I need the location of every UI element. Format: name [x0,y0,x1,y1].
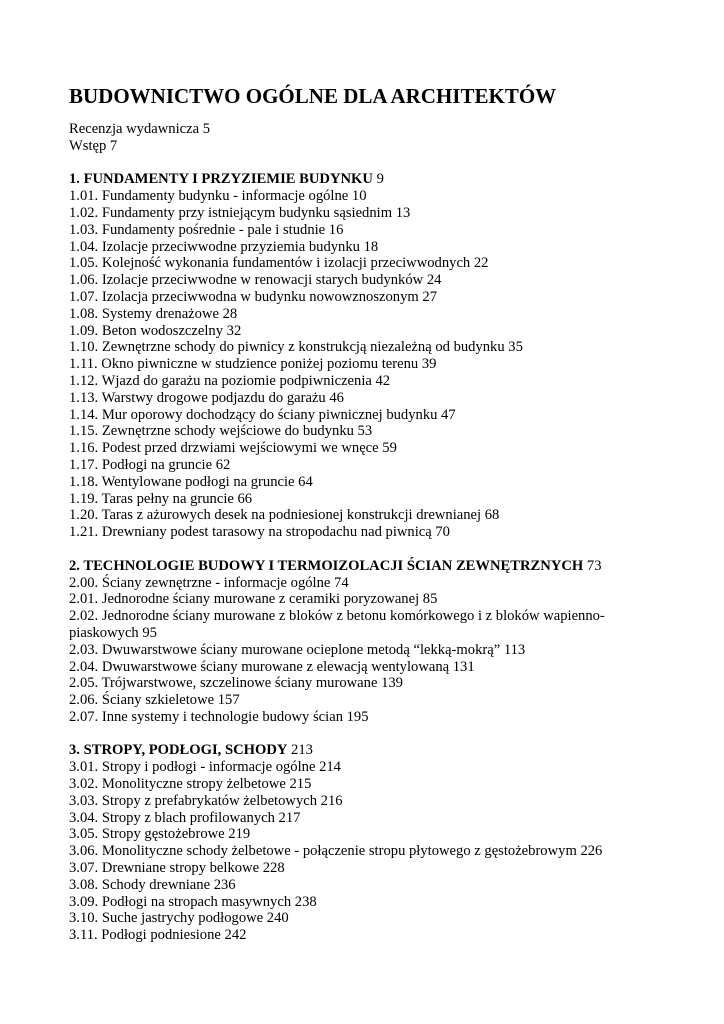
toc-item: 3.05. Stropy gęstożebrowe 219 [69,826,251,843]
toc-item: 2.01. Jednorodne ściany murowane z ceramiki poryzowanej 85 [69,591,438,608]
section-heading [69,171,629,188]
toc-item: 1.06. Izolacje przeciwwodne w renowacji starych budynków 24 [69,272,442,289]
toc-item: 3.10. Suche jastrychy podłogowe 240 [69,910,289,927]
spacer [69,541,629,558]
section-heading-page: 73 [583,557,602,574]
toc-item: 1.04. Izolacje przeciwwodne przyziemia budynku 18 [69,238,379,255]
toc-item: 3.01. Stropy i podłogi - informacje ogólne 214 [69,759,341,776]
section-heading-text: 3. STROPY, PODŁOGI, SCHODY [69,742,288,759]
toc-item: 2.03. Dwuwarstwowe ściany murowane ocieplone metodą “lekką-mokrą” 113 [69,641,526,658]
toc-item: 1.11. Okno piwniczne w studzience poniżej poziomu terenu 39 [69,356,437,373]
toc-item: 3.04. Stropy z blach profilowanych 217 [69,809,301,826]
toc-item: 3.02. Monolityczne stropy żelbetowe 215 [69,776,312,793]
toc-item: 3.08. Schody drewniane 236 [69,876,236,893]
toc-item: 1.20. Taras z ażurowych desek na podniesionej konstrukcji drewnianej 68 [69,507,500,524]
toc-item: 2.05. Trójwarstwowe, szczelinowe ściany murowane 139 [69,675,403,692]
toc-item: 1.07. Izolacja przeciwwodna w budynku nowowznoszonym 27 [69,288,437,305]
toc-item: 1.13. Warstwy drogowe podjazdu do garażu 46 [69,389,344,406]
document-title: BUDOWNICTWO OGÓLNE DLA ARCHITEKTÓW [69,84,557,108]
toc-front-line: Recenzja wydawnicza 5 [69,121,210,137]
toc-item: 3.06. Monolityczne schody żelbetowe - połączenie stropu płytowego z gęstożebrowym 226 [69,843,603,860]
section-heading-text: 2. TECHNOLOGIE BUDOWY I TERMOIZOLACJI ŚCIAN ZEWNĘTRZNYCH [69,557,584,574]
table-of-contents [69,121,629,944]
toc-item: 1.14. Mur oporowy dochodzący do ściany piwnicznej budynku 47 [69,406,456,423]
section-heading-page: 9 [372,171,384,188]
toc-item: 1.19. Taras pełny na gruncie 66 [69,490,253,507]
toc-item: 1.18. Wentylowane podłogi na gruncie 64 [69,473,313,490]
toc-item: 1.05. Kolejność wykonania fundamentów i izolacji przeciwwodnych 22 [69,255,489,272]
toc-item: 1.15. Zewnętrzne schody wejściowe do budynku 53 [69,423,373,440]
toc-item: 2.04. Dwuwarstwowe ściany murowane z elewacją wentylowaną 131 [69,658,475,675]
toc-item: 1.16. Podest przed drzwiami wejściowymi we wnęce 59 [69,440,397,457]
toc-front-line: Wstęp 7 [69,137,118,154]
toc-item: 3.11. Podłogi podniesione 242 [69,927,247,944]
toc-item: 1.03. Fundamenty pośrednie - pale i studnie 16 [69,221,344,238]
toc-item: 3.09. Podłogi na stropach masywnych 238 [69,893,317,910]
toc-item: 1.01. Fundamenty budynku - informacje ogólne 10 [69,188,367,205]
toc-item: 1.08. Systemy drenażowe 28 [69,305,238,322]
section-heading [69,742,629,759]
section-heading-page: 213 [287,742,313,759]
toc-item: 1.17. Podłogi na gruncie 62 [69,456,231,473]
spacer [69,726,629,743]
section-heading [69,558,629,575]
toc-item: 1.12. Wjazd do garażu na poziomie podpiwniczenia 42 [69,372,391,389]
spacer [69,155,629,172]
section-heading-text: 1. FUNDAMENTY I PRZYZIEMIE BUDYNKU [69,171,373,188]
toc-item: 3.03. Stropy z prefabrykatów żelbetowych 216 [69,792,343,809]
toc-item: 3.07. Drewniane stropy belkowe 228 [69,860,285,877]
toc-item: 1.10. Zewnętrzne schody do piwnicy z konstrukcją niezależną od budynku 35 [69,339,523,356]
toc-item: 2.00. Ściany zewnętrzne - informacje ogólne 74 [69,574,349,591]
toc-item: 2.06. Ściany szkieletowe 157 [69,692,240,709]
toc-item: 2.07. Inne systemy i technologie budowy ścian 195 [69,708,369,725]
toc-item: 1.02. Fundamenty przy istniejącym budynku sąsiednim 13 [69,204,411,221]
toc-item: 2.02. Jednorodne ściany murowane z bloków z betonu komórkowego i z bloków wapienno-piaskowych 95 [69,608,605,641]
toc-item: 1.21. Drewniany podest tarasowy na stropodachu nad piwnicą 70 [69,524,450,541]
toc-item: 1.09. Beton wodoszczelny 32 [69,322,242,339]
